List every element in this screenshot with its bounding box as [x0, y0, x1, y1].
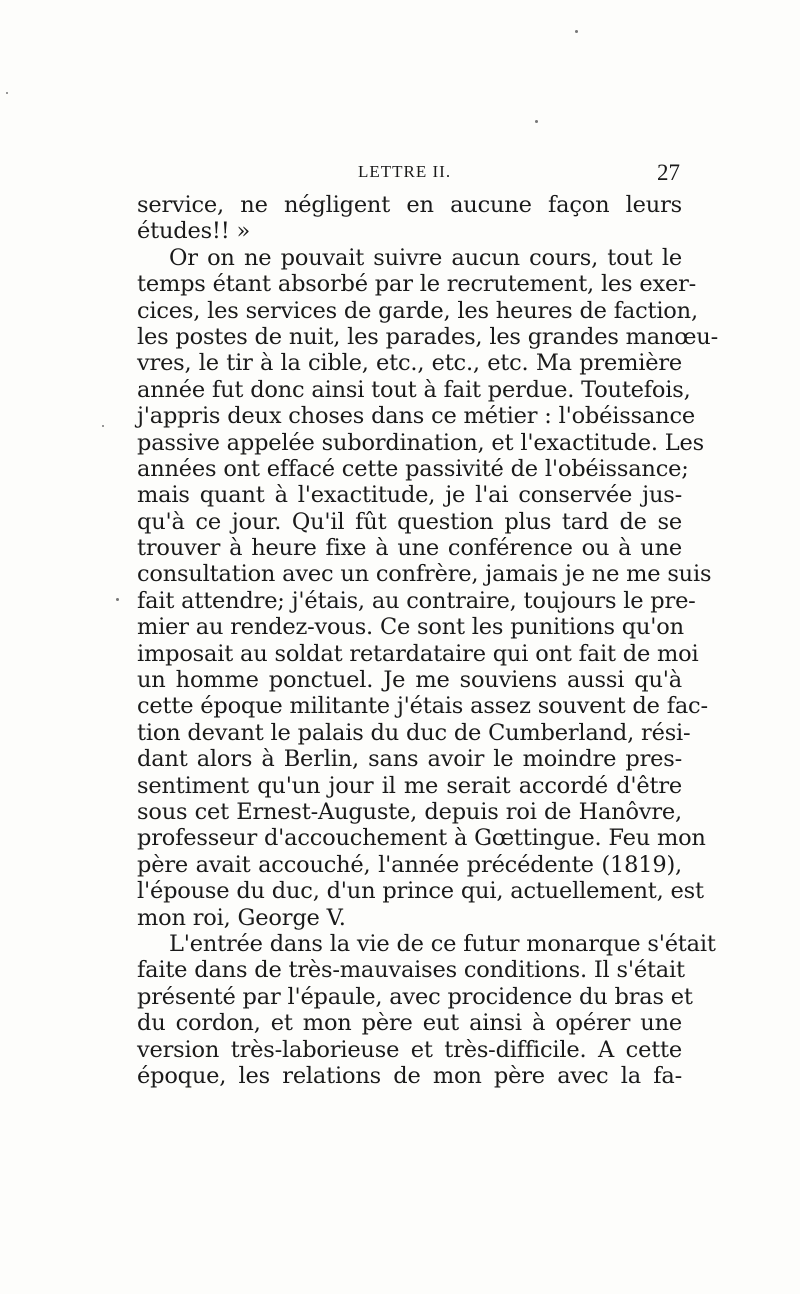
- running-head: LETTRE II.: [358, 162, 452, 181]
- text-line: tion devant le palais du duc de Cumberland, rési-: [137, 719, 691, 746]
- text-line: imposait au soldat retardataire qui ont fait de moi: [137, 640, 699, 667]
- text-line: études!! »: [137, 218, 251, 245]
- text-line: les postes de nuit, les parades, les grandes manœu-: [137, 323, 718, 350]
- text-line: qu'à ce jour. Qu'il fût question plus tard de se: [137, 508, 682, 535]
- text-line: sous cet Ernest-Auguste, depuis roi de Hanôvre,: [137, 798, 682, 825]
- text-line: vres, le tir à la cible, etc., etc., etc. Ma première: [137, 350, 682, 377]
- text-line: Or on ne pouvait suivre aucun cours, tout le: [169, 244, 682, 271]
- text-line: L'entrée dans la vie de ce futur monarque s'était: [169, 930, 716, 957]
- text-line: présenté par l'épaule, avec procidence du bras et: [137, 983, 693, 1010]
- text-line: mier au rendez-vous. Ce sont les punitions qu'on: [137, 614, 684, 641]
- text-line: version très-laborieuse et très-difficile. A cette: [137, 1036, 682, 1063]
- paper-speck: [102, 425, 104, 427]
- text-line: cices, les services de garde, les heures de faction,: [137, 297, 698, 324]
- text-line: mon roi, George V.: [137, 904, 346, 931]
- text-line: professeur d'accouchement à Gœttingue. Feu mon: [137, 825, 706, 852]
- text-line: j'appris deux choses dans ce métier : l'obéissance: [137, 403, 695, 430]
- paper-speck: [575, 30, 578, 33]
- text-line: consultation avec un confrère, jamais je ne me suis: [137, 561, 712, 588]
- text-line: passive appelée subordination, et l'exactitude. Les: [137, 429, 704, 456]
- page-header: [138, 160, 682, 190]
- page-number: 27: [657, 160, 680, 185]
- text-line: l'épouse du duc, d'un prince qui, actuellement, est: [137, 878, 704, 905]
- paper-speck: [116, 598, 119, 601]
- paper-speck: [535, 120, 538, 123]
- text-line: père avait accouché, l'année précédente (1819),: [137, 851, 682, 878]
- body-text: [137, 192, 718, 1089]
- text-line: sentiment qu'un jour il me serait accordé d'être: [137, 772, 682, 799]
- text-line: cette époque militante j'étais assez souvent de fac-: [137, 693, 708, 720]
- text-line: un homme ponctuel. Je me souviens aussi qu'à: [137, 667, 682, 694]
- text-line: dant alors à Berlin, sans avoir le moindre pres-: [137, 746, 682, 773]
- text-line: temps étant absorbé par le recrutement, les exer-: [137, 271, 697, 298]
- text-line: du cordon, et mon père eut ainsi à opérer une: [137, 1010, 682, 1037]
- text-line: époque, les relations de mon père avec la fa-: [137, 1062, 682, 1089]
- text-line: mais quant à l'exactitude, je l'ai conservée jus-: [137, 482, 682, 509]
- text-line: fait attendre; j'étais, au contraire, toujours le pre-: [137, 587, 696, 614]
- text-line: année fut donc ainsi tout à fait perdue. Toutefois,: [137, 376, 691, 403]
- text-line: faite dans de très-mauvaises conditions. Il s'était: [137, 957, 685, 984]
- text-line: service, ne négligent en aucune façon leurs: [137, 192, 682, 218]
- text-line: trouver à heure fixe à une conférence ou à une: [137, 535, 682, 562]
- paper-speck: [6, 92, 8, 94]
- text-line: années ont effacé cette passivité de l'obéissance;: [137, 455, 689, 482]
